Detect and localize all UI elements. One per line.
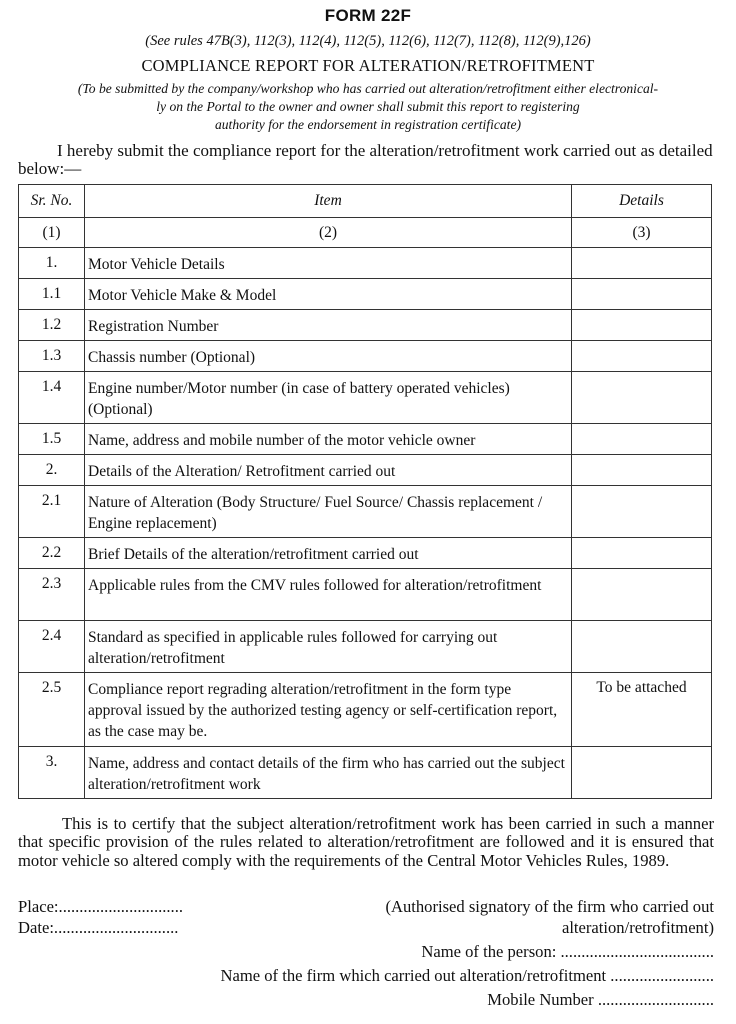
row-item: Motor Vehicle Make & Model <box>85 279 572 310</box>
column-number: (2) <box>85 218 572 248</box>
row-item: Name, address and mobile number of the motor vehicle owner <box>85 424 572 455</box>
header-item: Item <box>85 185 572 218</box>
table-body <box>19 248 712 799</box>
table-row <box>19 341 712 372</box>
row-sr-number: 1. <box>19 248 85 279</box>
row-details[interactable] <box>572 248 712 279</box>
row-details[interactable] <box>572 486 712 538</box>
mobile-number-field[interactable]: Mobile Number ............................ <box>487 990 714 1009</box>
submission-note-line: authority for the endorsement in registration certificate) <box>214 117 522 132</box>
form-title: FORM 22F <box>324 6 412 25</box>
row-details[interactable] <box>572 621 712 673</box>
rules-reference: (See rules 47B(3), 112(3), 112(4), 112(5), 112(6), 112(7), 112(8), 112(9),126) <box>145 33 591 49</box>
certification-text: This is to certify that the subject alteration/retrofitment work has been carried in such a manner that specific provision of the rules related to alteration/retrofitment are followed and it is ensured that motor vehicle so altered comply with the requirements of the Central Motor Vehicles Rules, 1989. <box>18 814 714 870</box>
row-item: Registration Number <box>85 310 572 341</box>
firm-name-field[interactable]: Name of the firm which carried out alteration/retrofitment ......................... <box>220 966 714 985</box>
header-details: Details <box>572 185 712 218</box>
submission-note-line: (To be submitted by the company/workshop who has carried out alteration/retrofitment either electronical- <box>77 81 659 96</box>
row-sr-number: 2.1 <box>19 486 85 538</box>
row-item: Standard as specified in applicable rules followed for carrying out alteration/retrofitment <box>85 621 572 673</box>
row-details[interactable] <box>572 455 712 486</box>
table-row <box>19 279 712 310</box>
row-sr-number: 1.5 <box>19 424 85 455</box>
row-item: Name, address and contact details of the firm who has carried out the subject alteration/retrofitment work <box>85 747 572 799</box>
table-row <box>19 621 712 673</box>
row-item: Brief Details of the alteration/retrofitment carried out <box>85 538 572 569</box>
row-sr-number: 2. <box>19 455 85 486</box>
table-header-row <box>19 185 712 218</box>
row-sr-number: 3. <box>19 747 85 799</box>
row-sr-number: 2.4 <box>19 621 85 673</box>
table-row <box>19 747 712 799</box>
row-details[interactable] <box>572 569 712 621</box>
table-row <box>19 569 712 621</box>
row-sr-number: 2.3 <box>19 569 85 621</box>
table-row <box>19 372 712 424</box>
table-row <box>19 538 712 569</box>
row-details[interactable] <box>572 538 712 569</box>
signatory-label: alteration/retrofitment) <box>561 918 714 937</box>
row-item: Motor Vehicle Details <box>85 248 572 279</box>
submission-note-line: ly on the Portal to the owner and owner shall submit this report to registering <box>156 99 580 114</box>
column-number: (3) <box>572 218 712 248</box>
row-details[interactable] <box>572 424 712 455</box>
row-item: Details of the Alteration/ Retrofitment carried out <box>85 455 572 486</box>
intro-text: I hereby submit the compliance report for the alteration/retrofitment work carried out as detailed below:— <box>18 141 713 178</box>
table-row <box>19 673 712 747</box>
row-sr-number: 2.2 <box>19 538 85 569</box>
row-details[interactable] <box>572 747 712 799</box>
row-item: Engine number/Motor number (in case of battery operated vehicles) (Optional) <box>85 372 572 424</box>
column-number-row <box>19 218 712 248</box>
table-row <box>19 310 712 341</box>
row-item: Applicable rules from the CMV rules followed for alteration/retrofitment <box>85 569 572 621</box>
date-field[interactable]: Date:.............................. <box>18 918 179 937</box>
row-item: Compliance report regrading alteration/retrofitment in the form type approval issued by the authorized testing agency or self-certification report, as the case may be. <box>85 673 572 747</box>
table-row <box>19 455 712 486</box>
person-name-field[interactable]: Name of the person: ..................................... <box>421 942 714 961</box>
column-number: (1) <box>19 218 85 248</box>
row-sr-number: 1.4 <box>19 372 85 424</box>
report-title: COMPLIANCE REPORT FOR ALTERATION/RETROFITMENT <box>141 56 595 75</box>
row-details[interactable] <box>572 279 712 310</box>
row-sr-number: 1.3 <box>19 341 85 372</box>
row-sr-number: 1.1 <box>19 279 85 310</box>
row-sr-number: 1.2 <box>19 310 85 341</box>
row-details[interactable] <box>572 310 712 341</box>
signatory-label: (Authorised signatory of the firm who carried out <box>385 897 714 916</box>
table-row <box>19 424 712 455</box>
row-item: Chassis number (Optional) <box>85 341 572 372</box>
place-field[interactable]: Place:.............................. <box>18 897 183 916</box>
header-sr-no: Sr. No. <box>19 185 85 218</box>
row-details[interactable] <box>572 372 712 424</box>
compliance-table <box>18 184 712 799</box>
table-row <box>19 486 712 538</box>
submission-note <box>14 80 722 134</box>
table-row <box>19 248 712 279</box>
row-details[interactable] <box>572 341 712 372</box>
row-sr-number: 2.5 <box>19 673 85 747</box>
row-item: Nature of Alteration (Body Structure/ Fuel Source/ Chassis replacement / Engine replacement) <box>85 486 572 538</box>
row-details[interactable]: To be attached <box>572 673 712 747</box>
